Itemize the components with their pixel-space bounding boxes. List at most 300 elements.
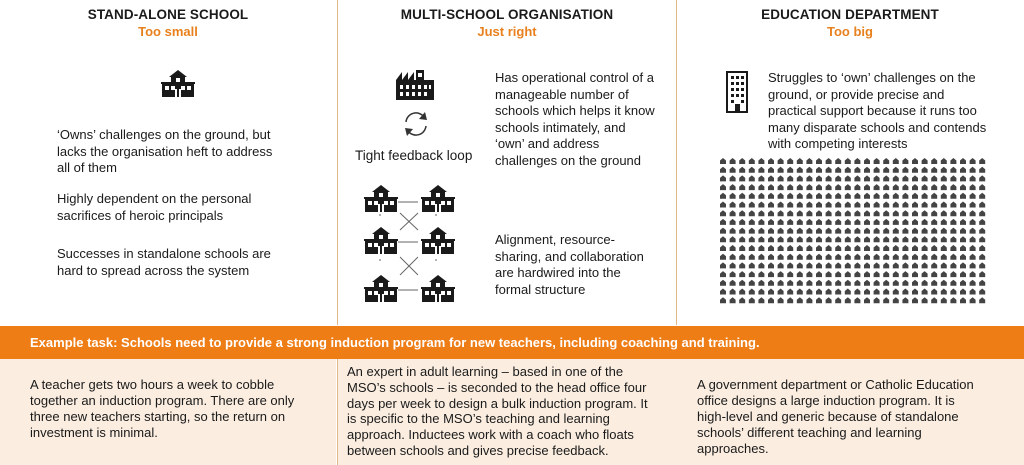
mini-school-icon: [950, 175, 956, 181]
mini-school-icon: [979, 289, 985, 295]
mini-school-icon: [797, 184, 803, 190]
mini-school-icon: [845, 193, 851, 199]
mini-school-icon: [845, 228, 851, 234]
column-stand-alone: [0, 0, 336, 325]
mini-school-icon: [797, 271, 803, 277]
mini-school-icon: [960, 219, 966, 225]
mini-school-icon: [950, 210, 956, 216]
mini-school-icon: [787, 262, 793, 268]
mini-school-icon: [864, 245, 870, 251]
mini-school-icon: [902, 210, 908, 216]
mini-school-icon: [768, 289, 774, 295]
mini-school-icon: [797, 245, 803, 251]
mini-school-icon: [912, 228, 918, 234]
mini-school-icon: [979, 210, 985, 216]
mini-school-icon: [912, 193, 918, 199]
mini-school-icon: [845, 271, 851, 277]
mini-school-icon: [883, 158, 889, 164]
mini-school-icon: [883, 175, 889, 181]
mini-school-icon: [979, 158, 985, 164]
mini-school-icon: [768, 297, 774, 303]
mini-school-icon: [778, 262, 784, 268]
mini-school-icon: [883, 280, 889, 286]
mini-school-icon: [922, 254, 928, 260]
mini-school-icon: [806, 297, 812, 303]
mini-school-icon: [883, 236, 889, 242]
mini-school-icon: [730, 254, 736, 260]
mini-school-icon: [941, 245, 947, 251]
mini-school-icon: [970, 202, 976, 208]
mini-school-icon: [970, 297, 976, 303]
mini-school-icon: [950, 262, 956, 268]
mini-school-icon: [893, 280, 899, 286]
mini-school-icon: [806, 219, 812, 225]
mini-school-icon: [758, 158, 764, 164]
mini-school-icon: [720, 193, 726, 199]
school-icon: [161, 70, 195, 100]
mini-school-icon: [826, 280, 832, 286]
mini-school-icon: [912, 210, 918, 216]
mini-school-icon: [893, 297, 899, 303]
mini-school-icon: [845, 254, 851, 260]
mini-school-icon: [758, 289, 764, 295]
mini-school-icon: [749, 289, 755, 295]
mini-school-icon: [826, 228, 832, 234]
mini-school-icon: [941, 167, 947, 173]
mini-school-icon: [941, 297, 947, 303]
mini-school-icon: [778, 245, 784, 251]
mini-school-icon: [806, 254, 812, 260]
mini-school-icon: [950, 228, 956, 234]
mini-school-icon: [739, 271, 745, 277]
example-task-banner: Example task: Schools need to provide a strong induction program for new teachers, including coaching and training.: [0, 326, 1024, 359]
mini-school-icon: [950, 184, 956, 190]
mini-school-icon: [749, 271, 755, 277]
mini-school-icon: [816, 262, 822, 268]
mini-school-icon: [864, 193, 870, 199]
mini-school-icon: [845, 289, 851, 295]
mini-school-icon: [960, 210, 966, 216]
mini-school-icon: [758, 254, 764, 260]
column-subtitle: Too small: [138, 24, 198, 39]
mini-school-icon: [720, 262, 726, 268]
mini-school-icon: [941, 262, 947, 268]
mini-school-icon: [720, 297, 726, 303]
mini-school-icon: [739, 245, 745, 251]
mini-school-icon: [893, 236, 899, 242]
column-title: MULTI-SCHOOL ORGANISATION: [400, 7, 614, 22]
mini-school-icon: [931, 254, 937, 260]
mini-school-icon: [970, 219, 976, 225]
mini-school-icon: [768, 280, 774, 286]
mini-school-icon: [835, 167, 841, 173]
mini-school-icon: [826, 210, 832, 216]
mini-school-icon: [950, 280, 956, 286]
head-office-building-icon: [394, 68, 436, 102]
mini-school-icon: [826, 297, 832, 303]
mini-school-icon: [845, 202, 851, 208]
mini-school-icon: [979, 202, 985, 208]
mini-school-icon: [826, 184, 832, 190]
column-title: EDUCATION DEPARTMENT: [761, 7, 939, 22]
mini-school-icon: [778, 167, 784, 173]
mini-school-icon: [912, 280, 918, 286]
mini-school-icon: [960, 245, 966, 251]
mini-school-icon: [941, 228, 947, 234]
mini-school-icon: [874, 245, 880, 251]
mini-school-icon: [835, 271, 841, 277]
mini-school-icon: [893, 184, 899, 190]
mini-school-icon: [970, 184, 976, 190]
mini-school-icon: [922, 167, 928, 173]
mini-school-icon: [816, 184, 822, 190]
mini-school-icon: [806, 289, 812, 295]
mini-school-icon: [950, 254, 956, 260]
mini-school-icon: [826, 289, 832, 295]
mini-school-icon: [979, 254, 985, 260]
mini-school-icon: [826, 236, 832, 242]
mini-school-icon: [739, 202, 745, 208]
mini-school-icon: [970, 271, 976, 277]
mini-school-icon: [893, 175, 899, 181]
mini-school-icon: [979, 184, 985, 190]
mini-school-icon: [864, 280, 870, 286]
mini-school-icon: [854, 280, 860, 286]
mini-school-icon: [864, 228, 870, 234]
mini-school-icon: [893, 254, 899, 260]
mini-school-icon: [970, 175, 976, 181]
mini-school-icon: [931, 228, 937, 234]
mini-school-icon: [816, 289, 822, 295]
mini-school-icon: [941, 271, 947, 277]
school-network-diagram: [360, 175, 475, 310]
example-text: A government department or Catholic Education office designs a large induction program. It is high-level and generic because of standalone schools’ different teaching and learning approaches.: [697, 377, 974, 456]
mini-school-icon: [778, 184, 784, 190]
mini-school-icon: [922, 262, 928, 268]
mini-school-icon: [960, 262, 966, 268]
mini-school-icon: [835, 289, 841, 295]
mini-school-icon: [845, 297, 851, 303]
point-text: Struggles to ‘own’ challenges on the ground, or provide precise and practical support because it runs too many disparate schools and contends with competing interests: [768, 70, 987, 151]
mini-school-icon: [941, 202, 947, 208]
mini-school-icon: [912, 262, 918, 268]
mini-school-icon: [787, 271, 793, 277]
mini-school-icon: [730, 297, 736, 303]
mini-school-icon: [864, 202, 870, 208]
mini-school-icon: [787, 184, 793, 190]
mini-school-icon: [758, 262, 764, 268]
mini-school-icon: [835, 262, 841, 268]
mini-school-icon: [854, 262, 860, 268]
mini-school-icon: [979, 262, 985, 268]
mini-school-icon: [912, 289, 918, 295]
mini-school-icon: [941, 175, 947, 181]
mini-school-icon: [778, 228, 784, 234]
mini-school-icon: [902, 289, 908, 295]
mini-school-icon: [768, 262, 774, 268]
mini-school-icon: [960, 193, 966, 199]
mini-school-icon: [854, 167, 860, 173]
mini-school-icon: [883, 193, 889, 199]
mini-school-icon: [854, 202, 860, 208]
mini-school-icon: [970, 167, 976, 173]
mini-school-icon: [778, 175, 784, 181]
mini-school-icon: [835, 254, 841, 260]
mini-school-icon: [922, 202, 928, 208]
mini-school-icon: [787, 202, 793, 208]
mini-school-icon: [931, 236, 937, 242]
mini-school-icon: [902, 254, 908, 260]
mini-school-icon: [912, 175, 918, 181]
mini-school-icon: [950, 202, 956, 208]
mini-school-icon: [816, 202, 822, 208]
example-stand-alone: [0, 359, 336, 465]
mini-school-icon: [854, 219, 860, 225]
mini-school-icon: [749, 175, 755, 181]
mini-school-icon: [931, 262, 937, 268]
mini-school-icon: [797, 210, 803, 216]
mini-school-icon: [787, 280, 793, 286]
mini-school-icon: [739, 236, 745, 242]
mini-school-icon: [826, 193, 832, 199]
mini-school-icon: [854, 210, 860, 216]
mini-school-icon: [941, 193, 947, 199]
mini-school-icon: [922, 184, 928, 190]
mini-school-icon: [758, 219, 764, 225]
mini-school-icon: [720, 219, 726, 225]
mini-school-icon: [931, 297, 937, 303]
mini-school-icon: [826, 202, 832, 208]
mini-school-icon: [730, 219, 736, 225]
mini-school-icon: [922, 297, 928, 303]
mini-school-icon: [854, 158, 860, 164]
mini-school-icon: [749, 193, 755, 199]
mini-school-icon: [883, 297, 889, 303]
mini-school-icon: [979, 245, 985, 251]
mini-school-icon: [806, 271, 812, 277]
mini-school-icon: [874, 289, 880, 295]
point-text: ‘Owns’ challenges on the ground, but lacks the organisation heft to address all of them: [57, 127, 273, 175]
mini-school-icon: [864, 184, 870, 190]
mini-school-icon: [979, 167, 985, 173]
mini-school-icon: [739, 280, 745, 286]
mini-school-icon: [950, 297, 956, 303]
mini-school-icon: [720, 280, 726, 286]
mini-school-icon: [739, 167, 745, 173]
mini-school-icon: [922, 193, 928, 199]
mini-school-icon: [730, 236, 736, 242]
mini-school-icon: [845, 184, 851, 190]
mini-school-icon: [758, 175, 764, 181]
mini-school-icon: [950, 193, 956, 199]
mini-school-icon: [730, 202, 736, 208]
mini-school-icon: [720, 202, 726, 208]
mini-school-icon: [864, 262, 870, 268]
mini-school-icon: [883, 184, 889, 190]
mini-school-icon: [778, 271, 784, 277]
mini-school-icon: [739, 175, 745, 181]
mini-school-icon: [854, 193, 860, 199]
mini-school-icon: [893, 210, 899, 216]
mini-school-icon: [720, 236, 726, 242]
mini-school-icon: [902, 167, 908, 173]
mini-school-icon: [816, 245, 822, 251]
mini-school-icon: [845, 219, 851, 225]
mini-school-icon: [922, 228, 928, 234]
mini-school-icon: [826, 175, 832, 181]
mini-school-icon: [902, 236, 908, 242]
mini-school-icon: [730, 262, 736, 268]
mini-school-icon: [787, 158, 793, 164]
mini-school-icon: [931, 184, 937, 190]
mini-school-icon: [768, 175, 774, 181]
mini-school-icon: [874, 210, 880, 216]
mini-school-icon: [816, 228, 822, 234]
mini-school-icon: [902, 158, 908, 164]
mini-school-icon: [720, 271, 726, 277]
mini-school-icon: [854, 236, 860, 242]
mini-school-icon: [720, 245, 726, 251]
mini-school-icon: [912, 202, 918, 208]
mini-school-icon: [778, 236, 784, 242]
mini-school-icon: [816, 236, 822, 242]
mini-school-icon: [787, 228, 793, 234]
mini-school-icon: [797, 262, 803, 268]
mini-school-icon: [806, 184, 812, 190]
mini-school-icon: [893, 262, 899, 268]
mini-school-icon: [720, 254, 726, 260]
mini-school-icon: [778, 254, 784, 260]
example-education-department: [676, 359, 1024, 465]
mini-school-icon: [816, 271, 822, 277]
mini-school-icon: [931, 202, 937, 208]
mini-school-icon: [902, 228, 908, 234]
mini-school-icon: [806, 236, 812, 242]
mini-school-icon: [960, 228, 966, 234]
mini-school-icon: [883, 167, 889, 173]
mini-school-icon: [730, 167, 736, 173]
mini-school-icon: [902, 262, 908, 268]
mini-school-icon: [797, 297, 803, 303]
mini-school-icon: [806, 245, 812, 251]
mini-school-icon: [922, 280, 928, 286]
mini-school-icon: [768, 193, 774, 199]
mini-school-icon: [768, 254, 774, 260]
mini-school-icon: [902, 219, 908, 225]
mini-school-icon: [826, 254, 832, 260]
mini-school-icon: [787, 167, 793, 173]
mini-school-icon: [950, 167, 956, 173]
mini-school-icon: [816, 193, 822, 199]
mini-school-icon: [778, 280, 784, 286]
mini-school-icon: [720, 289, 726, 295]
mini-school-icon: [758, 210, 764, 216]
mini-school-icon: [931, 158, 937, 164]
mini-school-icon: [758, 184, 764, 190]
mini-school-icon: [749, 158, 755, 164]
mini-school-icon: [806, 175, 812, 181]
mini-school-icon: [931, 289, 937, 295]
mini-school-icon: [797, 236, 803, 242]
mini-school-icon: [768, 167, 774, 173]
mini-school-icon: [902, 245, 908, 251]
mini-school-icon: [739, 289, 745, 295]
mini-school-icon: [854, 271, 860, 277]
mini-school-icon: [826, 262, 832, 268]
mini-school-icon: [883, 219, 889, 225]
mini-school-icon: [835, 210, 841, 216]
mini-school-icon: [950, 271, 956, 277]
mini-school-icon: [874, 184, 880, 190]
mini-school-icon: [845, 245, 851, 251]
mini-school-icon: [739, 184, 745, 190]
mini-school-icon: [739, 262, 745, 268]
mini-school-icon: [816, 297, 822, 303]
mini-school-icon: [922, 236, 928, 242]
mini-school-icon: [874, 175, 880, 181]
mini-school-icon: [893, 193, 899, 199]
mini-school-icon: [797, 175, 803, 181]
mini-school-icon: [806, 167, 812, 173]
mini-school-icon: [979, 175, 985, 181]
column-title: STAND-ALONE SCHOOL: [87, 7, 249, 22]
mini-school-icon: [922, 271, 928, 277]
mini-school-icon: [950, 236, 956, 242]
mini-school-icon: [816, 280, 822, 286]
mini-school-icon: [768, 245, 774, 251]
mini-school-icon: [922, 175, 928, 181]
mini-school-icon: [970, 262, 976, 268]
mini-school-icon: [874, 236, 880, 242]
mini-school-icon: [893, 158, 899, 164]
mini-school-icon: [941, 280, 947, 286]
mini-school-icon: [970, 289, 976, 295]
mini-school-icon: [835, 228, 841, 234]
mini-school-icon: [749, 297, 755, 303]
mini-school-icon: [768, 158, 774, 164]
mini-school-icon: [739, 219, 745, 225]
mini-school-icon: [787, 219, 793, 225]
mini-school-icon: [922, 158, 928, 164]
mini-school-icon: [845, 167, 851, 173]
mini-school-icon: [797, 228, 803, 234]
mini-school-icon: [806, 262, 812, 268]
mini-school-icon: [758, 271, 764, 277]
mini-school-icon: [739, 210, 745, 216]
mini-school-icon: [787, 236, 793, 242]
mini-school-icon: [931, 245, 937, 251]
mini-school-icon: [902, 271, 908, 277]
mini-school-icon: [778, 193, 784, 199]
mini-school-icon: [768, 228, 774, 234]
mini-school-icon: [816, 219, 822, 225]
mini-school-icon: [979, 280, 985, 286]
mini-school-icon: [950, 245, 956, 251]
mini-school-icon: [826, 219, 832, 225]
mini-school-icon: [883, 271, 889, 277]
mini-school-icon: [960, 297, 966, 303]
mini-school-icon: [749, 228, 755, 234]
mini-school-icon: [720, 210, 726, 216]
mini-school-icon: [768, 202, 774, 208]
mini-school-icon: [749, 167, 755, 173]
mini-school-icon: [864, 297, 870, 303]
mini-school-icon: [806, 193, 812, 199]
mini-school-icon: [874, 254, 880, 260]
mini-school-icon: [950, 219, 956, 225]
mini-school-icon: [758, 193, 764, 199]
mini-school-icon: [730, 210, 736, 216]
